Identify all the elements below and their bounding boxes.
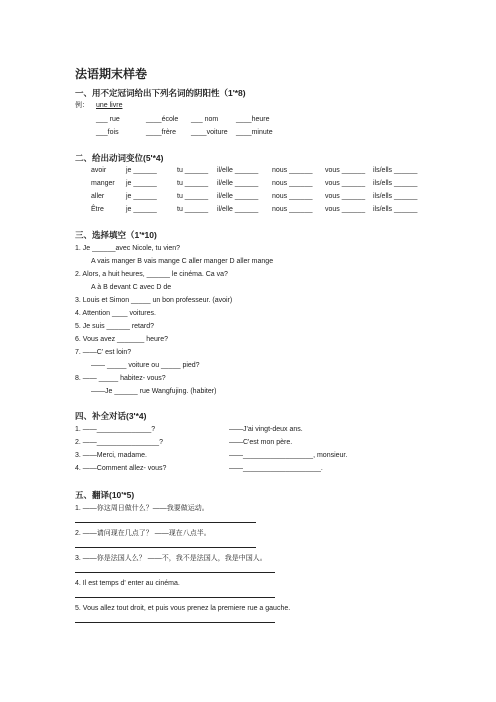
conjugation-blank: ils/ells ______ — [373, 206, 418, 213]
conjugation-blank: il/elle ______ — [217, 206, 259, 213]
conjugation-blank: tu ______ — [177, 206, 209, 213]
answer-line — [75, 522, 256, 523]
question-line: 3. Louis et Simon _____ un bon professeur. (avoir) — [75, 297, 233, 304]
conjugation-blank: ils/ells ______ — [373, 180, 418, 187]
section-5-heading: 五、翻译(10'*5) — [75, 490, 135, 500]
dialogue-reply: ——____________________. — [229, 465, 323, 472]
verb-infinitive: aller — [91, 193, 105, 200]
noun-item: ___ nom — [191, 116, 219, 123]
conjugation-blank: ils/ells ______ — [373, 193, 418, 200]
conjugation-blank: je ______ — [126, 180, 157, 187]
dialogue-prompt: 4. ——Comment allez- vous? — [75, 465, 167, 472]
translation-item: 3. ——你是法国人么？ ——不，我不是法国人，我是中国人。 — [75, 555, 267, 562]
conjugation-blank: nous ______ — [272, 180, 313, 187]
verb-infinitive: Être — [91, 206, 104, 213]
conjugation-blank: il/elle ______ — [217, 167, 259, 174]
question-line: 1. Je ______avec Nicole, tu vien? — [75, 245, 181, 252]
noun-item: ____minute — [236, 129, 273, 136]
noun-item: ____heure — [236, 116, 270, 123]
conjugation-blank: nous ______ — [272, 167, 313, 174]
section-2-heading: 二、给出动词变位(5'*4) — [75, 153, 164, 163]
question-line: 5. Je suis ______ retard? — [75, 323, 154, 330]
section-4-heading: 四、补全对话(3'*4) — [75, 411, 147, 421]
conjugation-blank: tu ______ — [177, 193, 209, 200]
conjugation-blank: je ______ — [126, 193, 157, 200]
translation-item: 2. ——请问现在几点了？ ——现在八点半。 — [75, 530, 211, 537]
answer-line — [75, 547, 256, 548]
conjugation-blank: vous ______ — [325, 167, 366, 174]
translation-item: 1. ——你这周日做什么？——我要做运动。 — [75, 505, 209, 512]
conjugation-blank: je ______ — [126, 167, 157, 174]
conjugation-blank: je ______ — [126, 206, 157, 213]
question-line: —— _____ voiture ou _____ pied? — [91, 362, 200, 369]
answer-line — [75, 572, 275, 573]
noun-item: ____école — [146, 116, 179, 123]
question-line: 8. —— _____ habitez- vous? — [75, 375, 166, 382]
dialogue-reply: ——C'est mon père. — [229, 439, 293, 446]
example-answer: une livre — [96, 102, 123, 109]
conjugation-blank: tu ______ — [177, 167, 209, 174]
verb-infinitive: avoir — [91, 167, 107, 174]
question-line: 7. ——C' est loin? — [75, 349, 132, 356]
question-line: 2. Alors, a huit heures, ______ le cinéma. Ca va? — [75, 271, 228, 278]
answer-line — [75, 622, 275, 623]
question-line: ——Je ______ rue Wangfujing. (habiter) — [91, 388, 217, 395]
conjugation-blank: nous ______ — [272, 206, 313, 213]
translation-item: 5. Vous allez tout droit, et puis vous prenez la premiere rue a gauche. — [75, 605, 291, 612]
section-1-heading: 一、用不定冠词给出下列名词的阴阳性（1'*8) — [75, 88, 246, 98]
noun-item: ____voiture — [191, 129, 228, 136]
noun-item: ___ rue — [96, 116, 120, 123]
conjugation-blank: il/elle ______ — [217, 180, 259, 187]
noun-item: ____frère — [146, 129, 176, 136]
conjugation-blank: vous ______ — [325, 206, 366, 213]
translation-item: 4. Il est temps d' enter au cinéma. — [75, 580, 180, 587]
dialogue-reply: ——__________________, monsieur. — [229, 452, 348, 459]
question-line: 4. Attention ____ voitures. — [75, 310, 156, 317]
conjugation-blank: il/elle ______ — [217, 193, 259, 200]
page-title: 法语期末样卷 — [75, 67, 148, 81]
dialogue-reply: ——J'ai vingt-deux ans. — [229, 426, 303, 433]
verb-infinitive: manger — [91, 180, 115, 187]
conjugation-blank: nous ______ — [272, 193, 313, 200]
answer-line — [75, 597, 275, 598]
question-line: 6. Vous avez _______ heure? — [75, 336, 169, 343]
dialogue-prompt: 2. ——________________? — [75, 439, 163, 446]
noun-item: ___fois — [96, 129, 119, 136]
conjugation-blank: tu ______ — [177, 180, 209, 187]
choice-options: A vais manger B vais mange C aller manger D aller mange — [91, 258, 274, 265]
conjugation-blank: vous ______ — [325, 193, 366, 200]
conjugation-blank: vous ______ — [325, 180, 366, 187]
dialogue-prompt: 3. ——Merci, madame. — [75, 452, 147, 459]
section-3-heading: 三、选择填空（1'*10) — [75, 230, 157, 240]
choice-options: A à B devant C avec D de — [91, 284, 172, 291]
example-label: 例： — [75, 102, 89, 109]
conjugation-blank: ils/ells ______ — [373, 167, 418, 174]
dialogue-prompt: 1. ——______________? — [75, 426, 156, 433]
